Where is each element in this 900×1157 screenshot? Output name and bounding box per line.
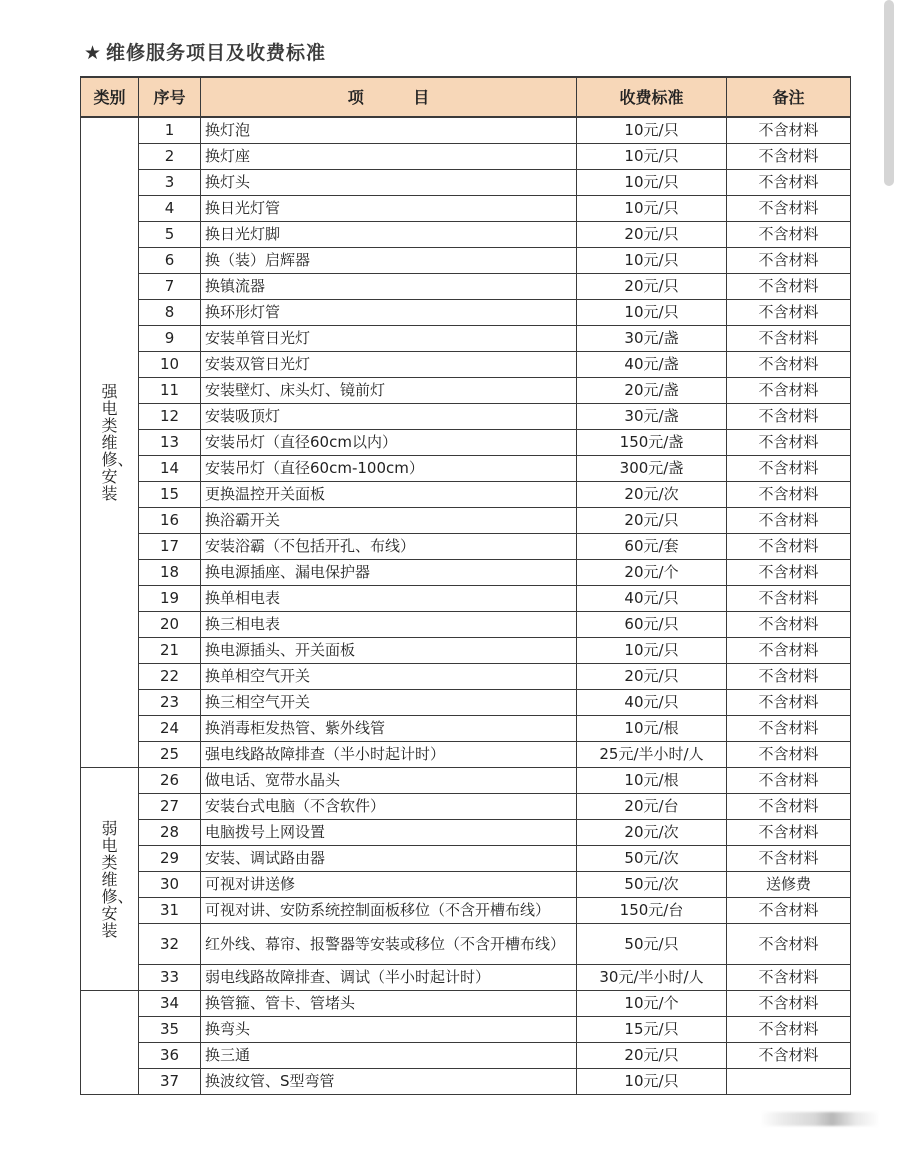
header-category: 类别 xyxy=(81,77,139,117)
fee-table xyxy=(80,76,851,1095)
row-price: 10元/只 xyxy=(577,170,727,196)
table-row xyxy=(81,638,851,664)
table-row xyxy=(81,794,851,820)
row-item: 可视对讲送修 xyxy=(201,872,577,898)
row-price: 50元/只 xyxy=(577,924,727,965)
table-row xyxy=(81,872,851,898)
row-note: 不含材料 xyxy=(727,274,851,300)
row-number: 9 xyxy=(139,326,201,352)
table-row xyxy=(81,716,851,742)
row-number: 22 xyxy=(139,664,201,690)
table-row xyxy=(81,846,851,872)
table-body xyxy=(81,117,851,1095)
row-price: 20元/台 xyxy=(577,794,727,820)
row-note: 不含材料 xyxy=(727,586,851,612)
table-row xyxy=(81,768,851,794)
row-number: 35 xyxy=(139,1017,201,1043)
table-row xyxy=(81,300,851,326)
row-item: 换镇流器 xyxy=(201,274,577,300)
row-item: 换灯座 xyxy=(201,144,577,170)
row-note: 不含材料 xyxy=(727,1043,851,1069)
row-item: 换灯泡 xyxy=(201,117,577,144)
table-row xyxy=(81,482,851,508)
row-note: 不含材料 xyxy=(727,196,851,222)
row-item: 安装吸顶灯 xyxy=(201,404,577,430)
row-item: 换电源插头、开关面板 xyxy=(201,638,577,664)
row-number: 30 xyxy=(139,872,201,898)
row-price: 10元/只 xyxy=(577,117,727,144)
row-note: 不含材料 xyxy=(727,144,851,170)
row-price: 30元/盏 xyxy=(577,326,727,352)
row-price: 20元/只 xyxy=(577,1043,727,1069)
row-note: 不含材料 xyxy=(727,222,851,248)
row-item: 电脑拨号上网设置 xyxy=(201,820,577,846)
row-item: 换环形灯管 xyxy=(201,300,577,326)
row-price: 10元/只 xyxy=(577,144,727,170)
row-number: 24 xyxy=(139,716,201,742)
row-number: 3 xyxy=(139,170,201,196)
row-price: 20元/只 xyxy=(577,508,727,534)
row-note: 不含材料 xyxy=(727,117,851,144)
category-label: 强电类维修、安装 xyxy=(101,382,134,503)
row-number: 23 xyxy=(139,690,201,716)
row-number: 16 xyxy=(139,508,201,534)
table-row xyxy=(81,248,851,274)
row-number: 25 xyxy=(139,742,201,768)
row-number: 13 xyxy=(139,430,201,456)
row-note: 不含材料 xyxy=(727,898,851,924)
row-number: 15 xyxy=(139,482,201,508)
row-number: 19 xyxy=(139,586,201,612)
table-row xyxy=(81,820,851,846)
row-item: 安装双管日光灯 xyxy=(201,352,577,378)
row-item: 红外线、幕帘、报警器等安装或移位（不含开槽布线） xyxy=(201,924,577,965)
row-price: 40元/只 xyxy=(577,586,727,612)
table-row xyxy=(81,1043,851,1069)
row-price: 60元/只 xyxy=(577,612,727,638)
table-row xyxy=(81,378,851,404)
table-row xyxy=(81,170,851,196)
table-row xyxy=(81,924,851,965)
table-row xyxy=(81,534,851,560)
row-note: 不含材料 xyxy=(727,1017,851,1043)
row-item: 换三相空气开关 xyxy=(201,690,577,716)
row-number: 27 xyxy=(139,794,201,820)
row-note: 不含材料 xyxy=(727,508,851,534)
row-price: 40元/只 xyxy=(577,690,727,716)
row-item: 更换温控开关面板 xyxy=(201,482,577,508)
row-number: 4 xyxy=(139,196,201,222)
table-row xyxy=(81,1017,851,1043)
row-note: 不含材料 xyxy=(727,300,851,326)
row-price: 150元/台 xyxy=(577,898,727,924)
row-price: 10元/只 xyxy=(577,196,727,222)
row-item: 换单相空气开关 xyxy=(201,664,577,690)
row-item: 换浴霸开关 xyxy=(201,508,577,534)
table-header-row xyxy=(81,77,851,117)
row-price: 300元/盏 xyxy=(577,456,727,482)
row-price: 20元/次 xyxy=(577,820,727,846)
row-number: 6 xyxy=(139,248,201,274)
row-note: 不含材料 xyxy=(727,326,851,352)
row-item: 换日光灯脚 xyxy=(201,222,577,248)
row-item: 做电话、宽带水晶头 xyxy=(201,768,577,794)
row-note: 不含材料 xyxy=(727,742,851,768)
row-note: 不含材料 xyxy=(727,924,851,965)
row-number: 29 xyxy=(139,846,201,872)
page-title-text: 维修服务项目及收费标准 xyxy=(106,42,327,64)
row-number: 17 xyxy=(139,534,201,560)
table-row xyxy=(81,991,851,1017)
row-note: 不含材料 xyxy=(727,430,851,456)
table-row xyxy=(81,456,851,482)
row-note: 不含材料 xyxy=(727,248,851,274)
row-number: 36 xyxy=(139,1043,201,1069)
row-item: 弱电线路故障排查、调试（半小时起计时） xyxy=(201,965,577,991)
table-row xyxy=(81,404,851,430)
table-row xyxy=(81,352,851,378)
row-price: 10元/个 xyxy=(577,991,727,1017)
table-row xyxy=(81,690,851,716)
star-icon: ★ xyxy=(84,42,103,64)
row-number: 33 xyxy=(139,965,201,991)
row-price: 150元/盏 xyxy=(577,430,727,456)
page-title xyxy=(84,38,326,65)
row-item: 安装台式电脑（不含软件） xyxy=(201,794,577,820)
table-row xyxy=(81,612,851,638)
table-row xyxy=(81,965,851,991)
row-item: 换三通 xyxy=(201,1043,577,1069)
row-price: 20元/次 xyxy=(577,482,727,508)
row-number: 20 xyxy=(139,612,201,638)
row-price: 60元/套 xyxy=(577,534,727,560)
row-price: 20元/只 xyxy=(577,664,727,690)
row-note: 不含材料 xyxy=(727,352,851,378)
row-price: 20元/只 xyxy=(577,222,727,248)
row-note xyxy=(727,1069,851,1095)
row-number: 8 xyxy=(139,300,201,326)
category-cell xyxy=(81,991,139,1095)
category-cell xyxy=(81,768,139,991)
row-price: 20元/只 xyxy=(577,274,727,300)
row-item: 换波纹管、S型弯管 xyxy=(201,1069,577,1095)
row-number: 31 xyxy=(139,898,201,924)
row-number: 14 xyxy=(139,456,201,482)
row-note: 不含材料 xyxy=(727,534,851,560)
table-row xyxy=(81,430,851,456)
row-note: 不含材料 xyxy=(727,690,851,716)
row-note: 不含材料 xyxy=(727,638,851,664)
row-item: 强电线路故障排查（半小时起计时） xyxy=(201,742,577,768)
row-number: 18 xyxy=(139,560,201,586)
row-note: 不含材料 xyxy=(727,846,851,872)
row-number: 34 xyxy=(139,991,201,1017)
row-note: 不含材料 xyxy=(727,378,851,404)
row-note: 不含材料 xyxy=(727,560,851,586)
row-note: 不含材料 xyxy=(727,404,851,430)
row-item: 可视对讲、安防系统控制面板移位（不含开槽布线） xyxy=(201,898,577,924)
row-note: 不含材料 xyxy=(727,820,851,846)
table-row xyxy=(81,144,851,170)
table-row xyxy=(81,117,851,144)
row-number: 11 xyxy=(139,378,201,404)
row-number: 12 xyxy=(139,404,201,430)
row-number: 7 xyxy=(139,274,201,300)
row-note: 不含材料 xyxy=(727,612,851,638)
row-item: 换弯头 xyxy=(201,1017,577,1043)
watermark xyxy=(760,1112,880,1126)
table-row xyxy=(81,586,851,612)
row-item: 换单相电表 xyxy=(201,586,577,612)
row-item: 安装、调试路由器 xyxy=(201,846,577,872)
row-number: 26 xyxy=(139,768,201,794)
row-number: 37 xyxy=(139,1069,201,1095)
row-note: 不含材料 xyxy=(727,991,851,1017)
row-price: 10元/只 xyxy=(577,300,727,326)
row-price: 20元/盏 xyxy=(577,378,727,404)
table-row xyxy=(81,326,851,352)
row-price: 10元/根 xyxy=(577,768,727,794)
row-price: 25元/半小时/人 xyxy=(577,742,727,768)
row-price: 20元/个 xyxy=(577,560,727,586)
row-number: 28 xyxy=(139,820,201,846)
row-item: 安装吊灯（直径60cm以内） xyxy=(201,430,577,456)
row-price: 10元/只 xyxy=(577,1069,727,1095)
row-note: 不含材料 xyxy=(727,456,851,482)
row-item: 换灯头 xyxy=(201,170,577,196)
row-price: 30元/半小时/人 xyxy=(577,965,727,991)
row-number: 2 xyxy=(139,144,201,170)
row-number: 1 xyxy=(139,117,201,144)
row-number: 5 xyxy=(139,222,201,248)
row-price: 40元/盏 xyxy=(577,352,727,378)
row-item: 换（装）启辉器 xyxy=(201,248,577,274)
row-price: 15元/只 xyxy=(577,1017,727,1043)
row-note: 不含材料 xyxy=(727,716,851,742)
row-item: 换日光灯管 xyxy=(201,196,577,222)
table-row xyxy=(81,274,851,300)
category-cell xyxy=(81,117,139,768)
row-price: 50元/次 xyxy=(577,872,727,898)
row-price: 10元/只 xyxy=(577,248,727,274)
row-item: 换管箍、管卡、管堵头 xyxy=(201,991,577,1017)
row-price: 10元/根 xyxy=(577,716,727,742)
header-note: 备注 xyxy=(727,77,851,117)
header-number: 序号 xyxy=(139,77,201,117)
row-note: 不含材料 xyxy=(727,965,851,991)
row-note: 送修费 xyxy=(727,872,851,898)
table-row xyxy=(81,664,851,690)
table-row xyxy=(81,898,851,924)
row-number: 21 xyxy=(139,638,201,664)
row-note: 不含材料 xyxy=(727,170,851,196)
table-row xyxy=(81,196,851,222)
table-row xyxy=(81,560,851,586)
row-item: 安装浴霸（不包括开孔、布线） xyxy=(201,534,577,560)
table-row xyxy=(81,508,851,534)
row-note: 不含材料 xyxy=(727,794,851,820)
category-label: 弱电类维修、安装 xyxy=(101,818,134,940)
row-note: 不含材料 xyxy=(727,768,851,794)
row-item: 安装吊灯（直径60cm-100cm） xyxy=(201,456,577,482)
row-price: 10元/只 xyxy=(577,638,727,664)
row-item: 换三相电表 xyxy=(201,612,577,638)
header-item: 项 目 xyxy=(201,77,577,117)
table-row xyxy=(81,742,851,768)
row-item: 安装单管日光灯 xyxy=(201,326,577,352)
row-price: 50元/次 xyxy=(577,846,727,872)
row-number: 32 xyxy=(139,924,201,965)
row-price: 30元/盏 xyxy=(577,404,727,430)
row-note: 不含材料 xyxy=(727,664,851,690)
row-item: 换电源插座、漏电保护器 xyxy=(201,560,577,586)
row-item: 安装壁灯、床头灯、镜前灯 xyxy=(201,378,577,404)
row-item: 换消毒柜发热管、紫外线管 xyxy=(201,716,577,742)
table-row xyxy=(81,1069,851,1095)
row-number: 10 xyxy=(139,352,201,378)
row-note: 不含材料 xyxy=(727,482,851,508)
header-price: 收费标准 xyxy=(577,77,727,117)
scrollbar[interactable] xyxy=(884,0,894,186)
table-row xyxy=(81,222,851,248)
